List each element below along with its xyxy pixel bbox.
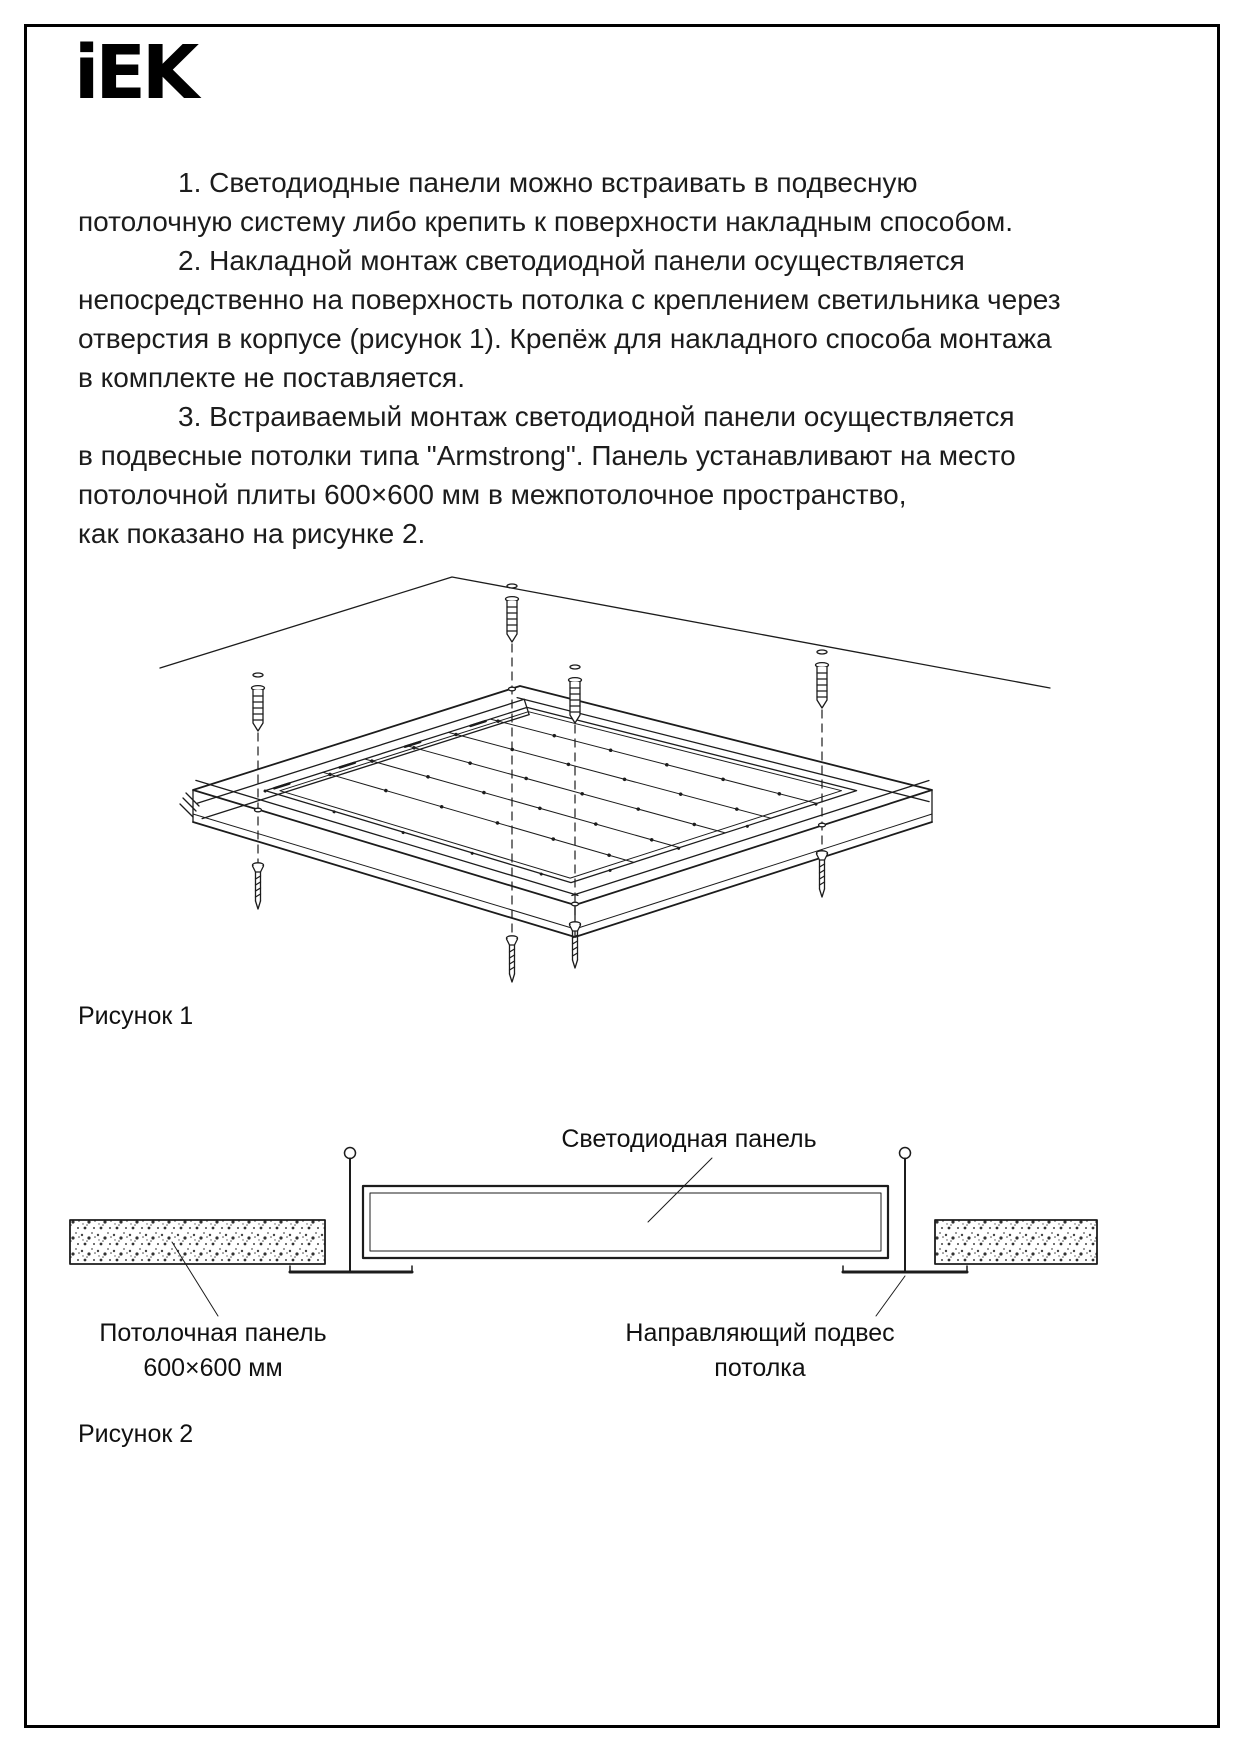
instruction-text [78, 163, 1188, 553]
leader-hanger [876, 1276, 905, 1316]
led-panel-section [363, 1186, 888, 1258]
rail-end-hatching [180, 793, 199, 817]
label-ceiling-panel [88, 1316, 338, 1386]
text-line: потолочную систему либо крепить к поверхности накладным способом. [78, 206, 1014, 237]
text-line: 1. Светодиодные панели можно встраивать в подвесную [178, 167, 918, 198]
screw-icon [817, 851, 828, 897]
text-line: как показано на рисунке 2. [78, 518, 426, 549]
text-line: 3. Встраиваемый монтаж светодиодной панели осуществляется [178, 401, 1015, 432]
text-line: непосредственно на поверхность потолка с креплением светильника через [78, 284, 1061, 315]
dowel-anchor-icon [569, 665, 582, 723]
ceiling-tile-right [935, 1220, 1097, 1264]
label-led-panel: Светодиодная панель [561, 1125, 817, 1153]
screw-icon [570, 922, 581, 968]
screw-icon [507, 936, 518, 982]
dowel-anchor-icon [252, 673, 265, 731]
label-ceiling-panel-line2: 600×600 мм [143, 1354, 283, 1382]
figure1-caption: Рисунок 1 [78, 1002, 194, 1030]
iek-logo: iEK [74, 30, 196, 116]
label-ceiling-panel-line1: Потолочная панель [99, 1319, 327, 1347]
dowel-anchor-icon [816, 650, 829, 708]
led-panel-body [180, 686, 932, 937]
text-line: 2. Накладной монтаж светодиодной панели осуществляется [178, 245, 965, 276]
ceiling-plane-line [160, 577, 1050, 688]
text-line: потолочной плиты 600×600 мм в межпотолочное пространство, [78, 479, 907, 510]
figure2-caption: Рисунок 2 [78, 1420, 194, 1448]
screw-icon [253, 863, 264, 909]
text-line: отверстия в корпусе (рисунок 1). Крепёж для накладного способа монтажа [78, 323, 1052, 354]
text-line: в подвесные потолки типа "Armstrong". Панель устанавливают на место [78, 440, 1016, 471]
label-suspension-runner: Направляющий подвес потолка [625, 1319, 895, 1382]
ceiling-tile-left [70, 1220, 325, 1264]
text-line: в комплекте не поставляется. [78, 362, 465, 393]
dowel-anchor-icon [506, 584, 519, 642]
figure1-drawing [0, 560, 1244, 1030]
